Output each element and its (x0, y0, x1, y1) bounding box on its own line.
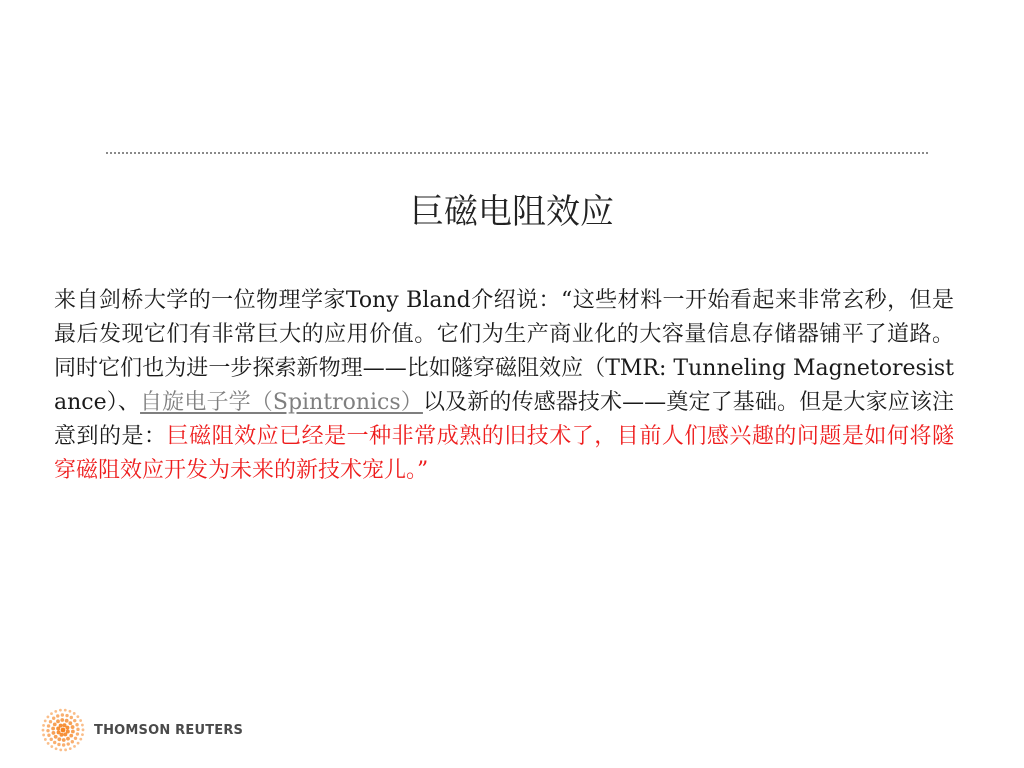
thomson-reuters-dot-globe-icon (40, 707, 86, 753)
slide-title: 巨磁电阻效应 (410, 192, 614, 232)
body-text-intro: 来自剑桥大学的一位物理学家Tony Bland介绍说：“这些材料一开始看起来非常玄秒，但是最后发现它们有非常巨大的应用价值。它们为生产商业化的大容量信息存储器铺平了道路。同时它们也为进一步探索新物理——比如隧穿磁阻效应（TMR: Tunneling Magnetoresistance）、 (54, 288, 954, 415)
dotted-divider (106, 152, 928, 154)
footer-logo (40, 706, 243, 754)
spintronics-link[interactable]: 自旋电子学（Spintronics） (140, 390, 423, 415)
body-paragraph (54, 284, 954, 488)
brand-name: THOMSON REUTERS (94, 722, 244, 738)
body-text-middle: 以及新的传感器技术——奠定了基础。但是大家应该注意到的是： (54, 390, 954, 449)
highlighted-conclusion: 巨磁阻效应已经是一种非常成熟的旧技术了，目前人们感兴趣的问题是如何将隧穿磁阻效应开发为未来的新技术宠儿。” (54, 424, 954, 483)
